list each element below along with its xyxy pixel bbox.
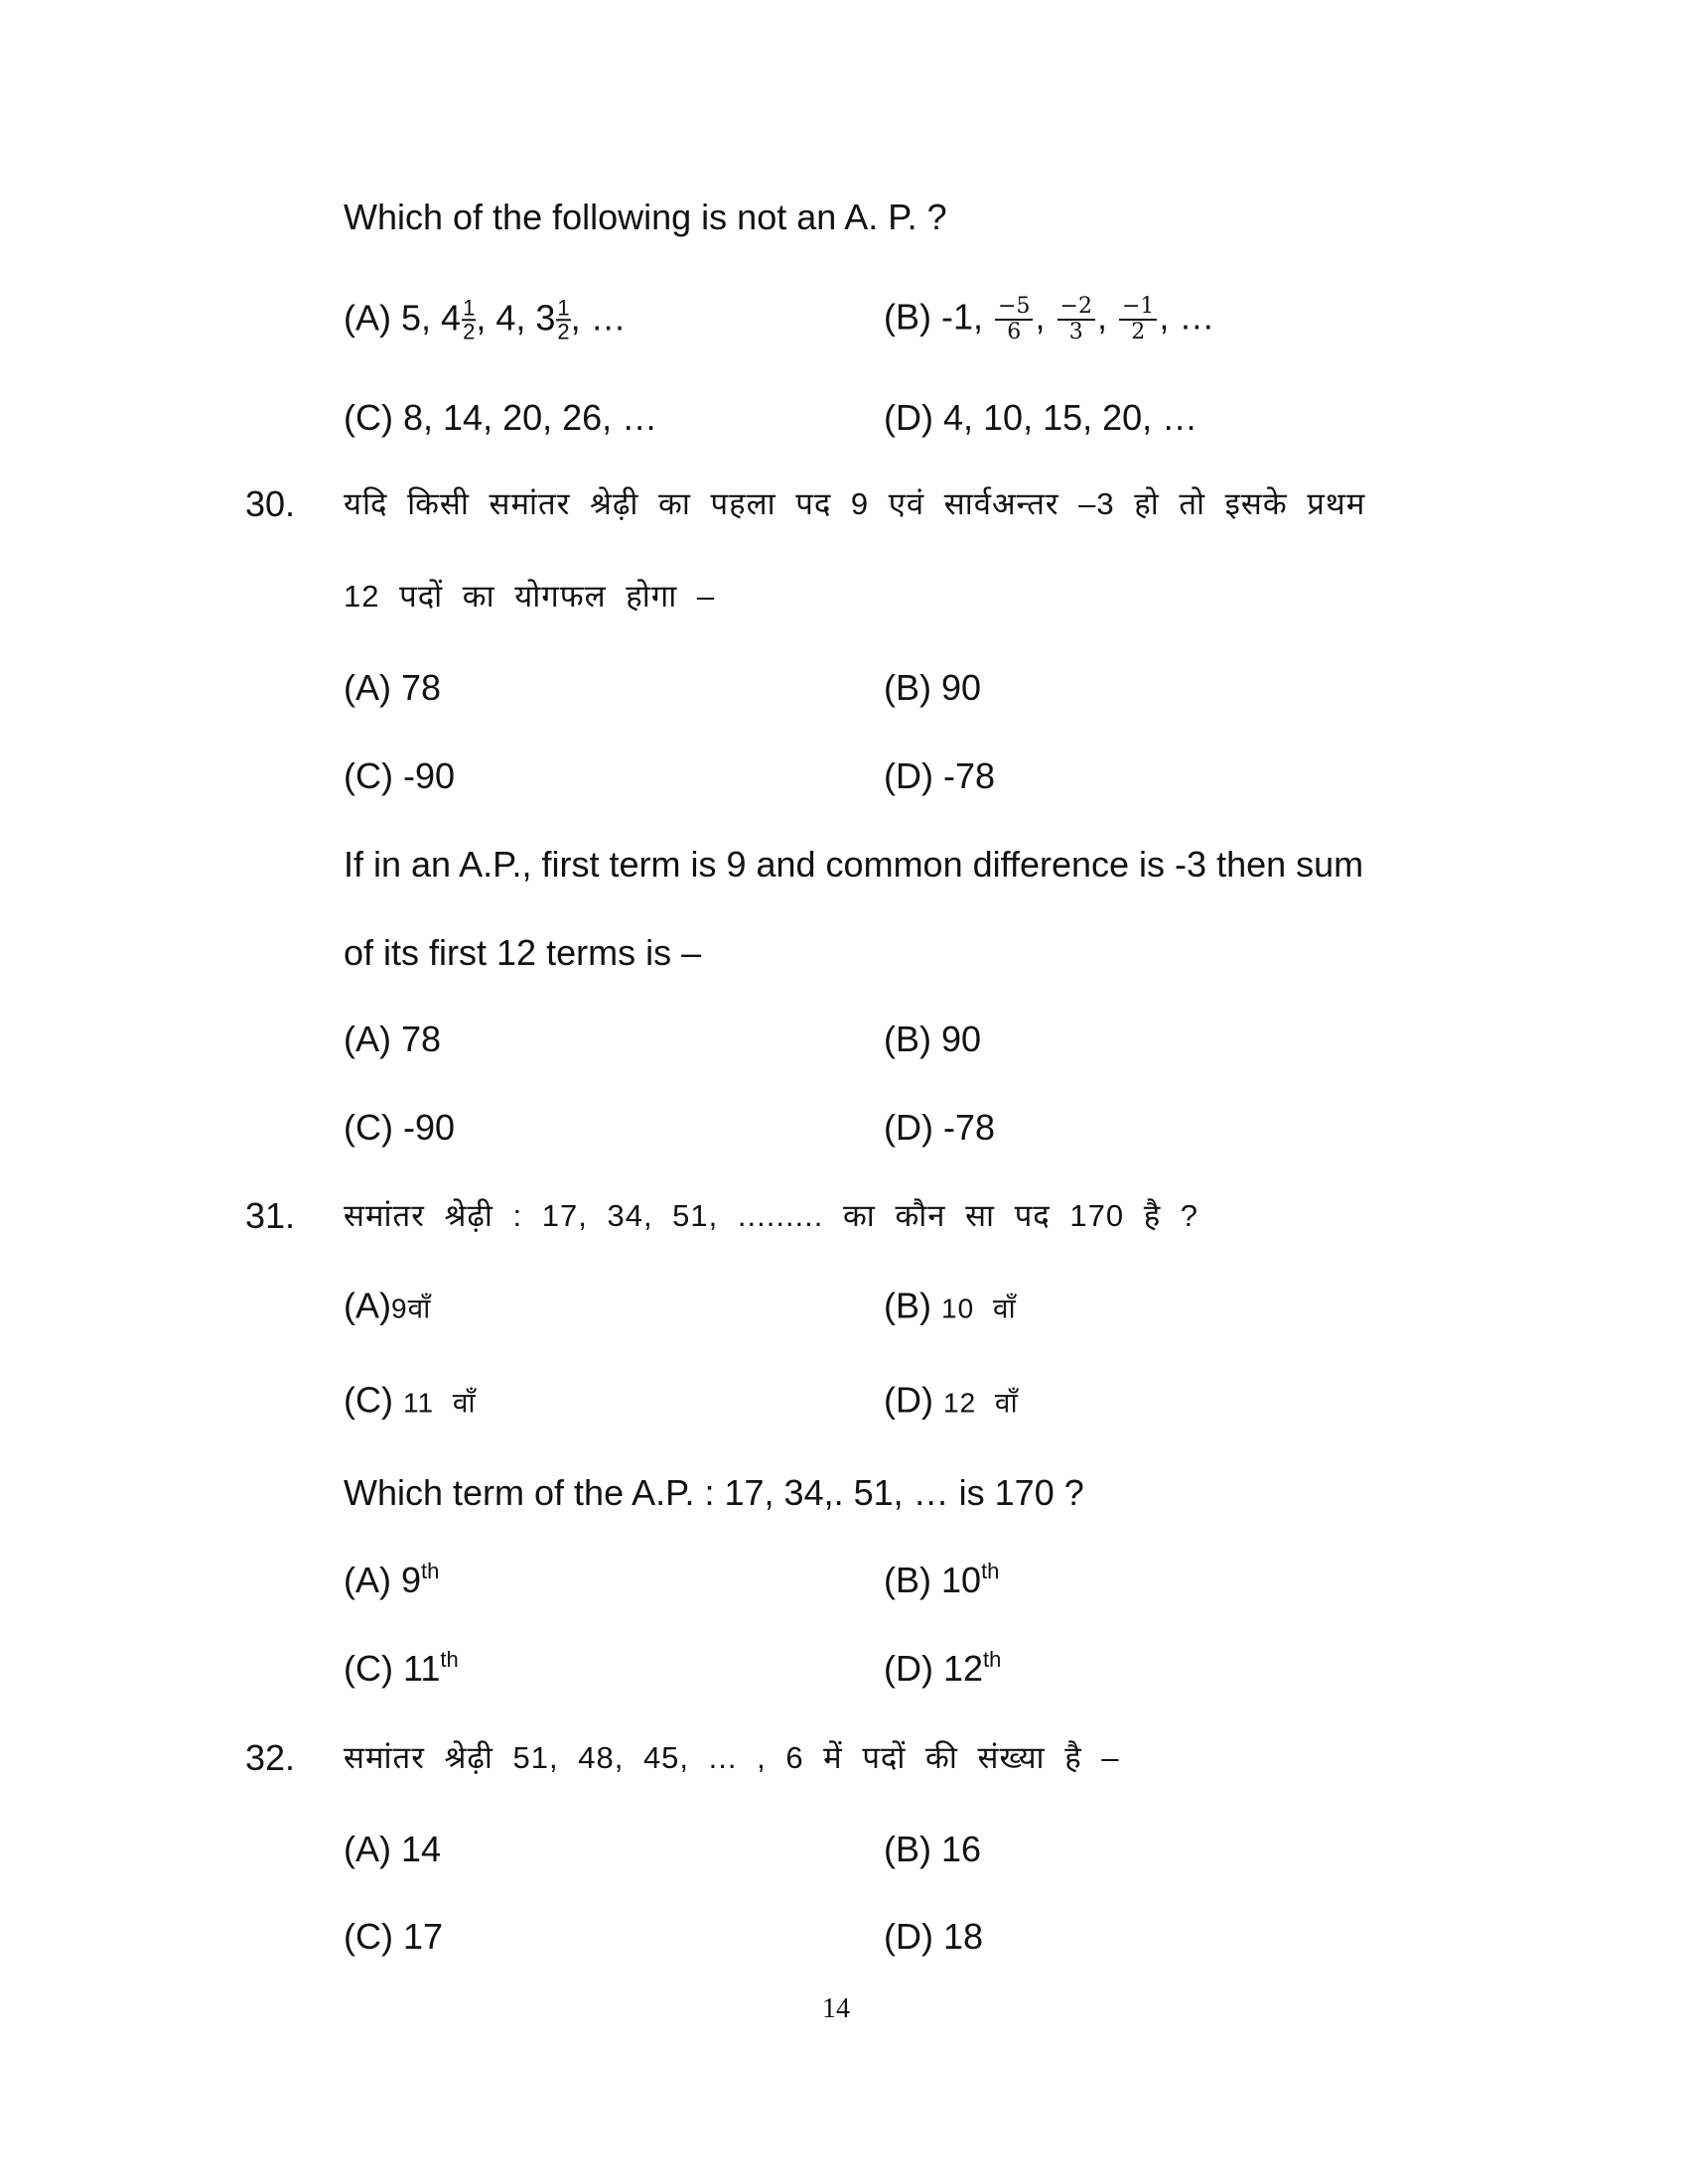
option-mid: , 4, 3	[476, 297, 556, 339]
q30-en-option-b: (B) 90	[884, 1019, 982, 1059]
q32-option-a: (A) 14	[344, 1829, 442, 1869]
option-prefix: -1,	[941, 296, 984, 338]
q31-en-option-b: (B) 10th	[884, 1559, 1000, 1600]
q29-question-en: Which of the following is not an A. P. ?	[344, 197, 947, 237]
q32-option-b: (B) 16	[884, 1829, 982, 1869]
q30-hi-option-c: (C) -90	[344, 755, 456, 796]
q30-question-hi-line2: 12 पदों का योगफल होगा –	[344, 579, 716, 614]
q31-hi-option-a: (A)9वाँ	[344, 1285, 432, 1326]
q31-en-option-d: (D) 12th	[884, 1647, 1002, 1689]
fraction: $\frac{1}{2}$	[557, 295, 570, 344]
q29-option-c: (C) 8, 14, 20, 26, …	[344, 397, 658, 438]
fraction: $\frac{1}{2}$	[463, 295, 476, 344]
q30-en-option-d: (D) -78	[884, 1107, 996, 1148]
q30-question-en-line1: If in an A.P., first term is 9 and common difference is -3 then sum	[344, 844, 1364, 885]
q31-hi-option-b: (B) 10 वाँ	[884, 1285, 1017, 1326]
q32-option-c: (C) 17	[344, 1916, 444, 1957]
fraction: $\frac{-5}{6}$	[995, 295, 1033, 344]
q31-number: 31.	[245, 1195, 296, 1236]
q30-hi-option-b: (B) 90	[884, 667, 982, 708]
option-prefix: 5, 4	[401, 297, 462, 339]
q32-number: 32.	[245, 1737, 296, 1778]
q29-option-b: (B) -1, $\frac{-5}{6}$ , $\frac{-2}{3}$ , $\frac{-1}{2}$ , …	[884, 294, 1215, 344]
fraction: $\frac{-2}{3}$	[1057, 295, 1095, 344]
q31-question-hi: समांतर श्रेढ़ी : 17, 34, 51, ......... का कौन सा पद 170 है ?	[344, 1198, 1199, 1233]
q30-en-option-c: (C) -90	[344, 1107, 456, 1148]
q32-option-d: (D) 18	[884, 1916, 984, 1957]
fraction: $\frac{-1}{2}$	[1119, 295, 1157, 344]
q30-hi-option-a: (A) 78	[344, 667, 442, 708]
q31-hi-option-d: (D) 12 वाँ	[884, 1379, 1019, 1421]
option-label: (B)	[884, 296, 931, 338]
option-suffix: , …	[1159, 296, 1215, 338]
q32-question-hi: समांतर श्रेढ़ी 51, 48, 45, ... , 6 में पदों की संख्या है –	[344, 1740, 1120, 1775]
q31-hi-option-c: (C) 11 वाँ	[344, 1379, 477, 1421]
q30-en-option-a: (A) 78	[344, 1019, 442, 1059]
q30-hi-option-d: (D) -78	[884, 755, 996, 796]
page-number: 14	[822, 1993, 850, 2024]
q30-question-hi-line1: यदि किसी समांतर श्रेढ़ी का पहला पद 9 एवं सार्वअन्तर –3 हो तो इसके प्रथम	[344, 486, 1366, 521]
q31-en-option-a: (A) 9th	[344, 1559, 440, 1600]
q30-question-en-line2: of its first 12 terms is –	[344, 932, 702, 973]
q29-option-a	[344, 296, 627, 342]
option-suffix: , …	[570, 297, 627, 339]
q31-en-option-c: (C) 11th	[344, 1647, 459, 1689]
option-label: (A)	[344, 297, 391, 339]
q31-question-en: Which term of the A.P. : 17, 34,. 51, … is 170 ?	[344, 1472, 1084, 1513]
q30-number: 30.	[245, 483, 296, 524]
q29-option-d: (D) 4, 10, 15, 20, …	[884, 397, 1198, 438]
